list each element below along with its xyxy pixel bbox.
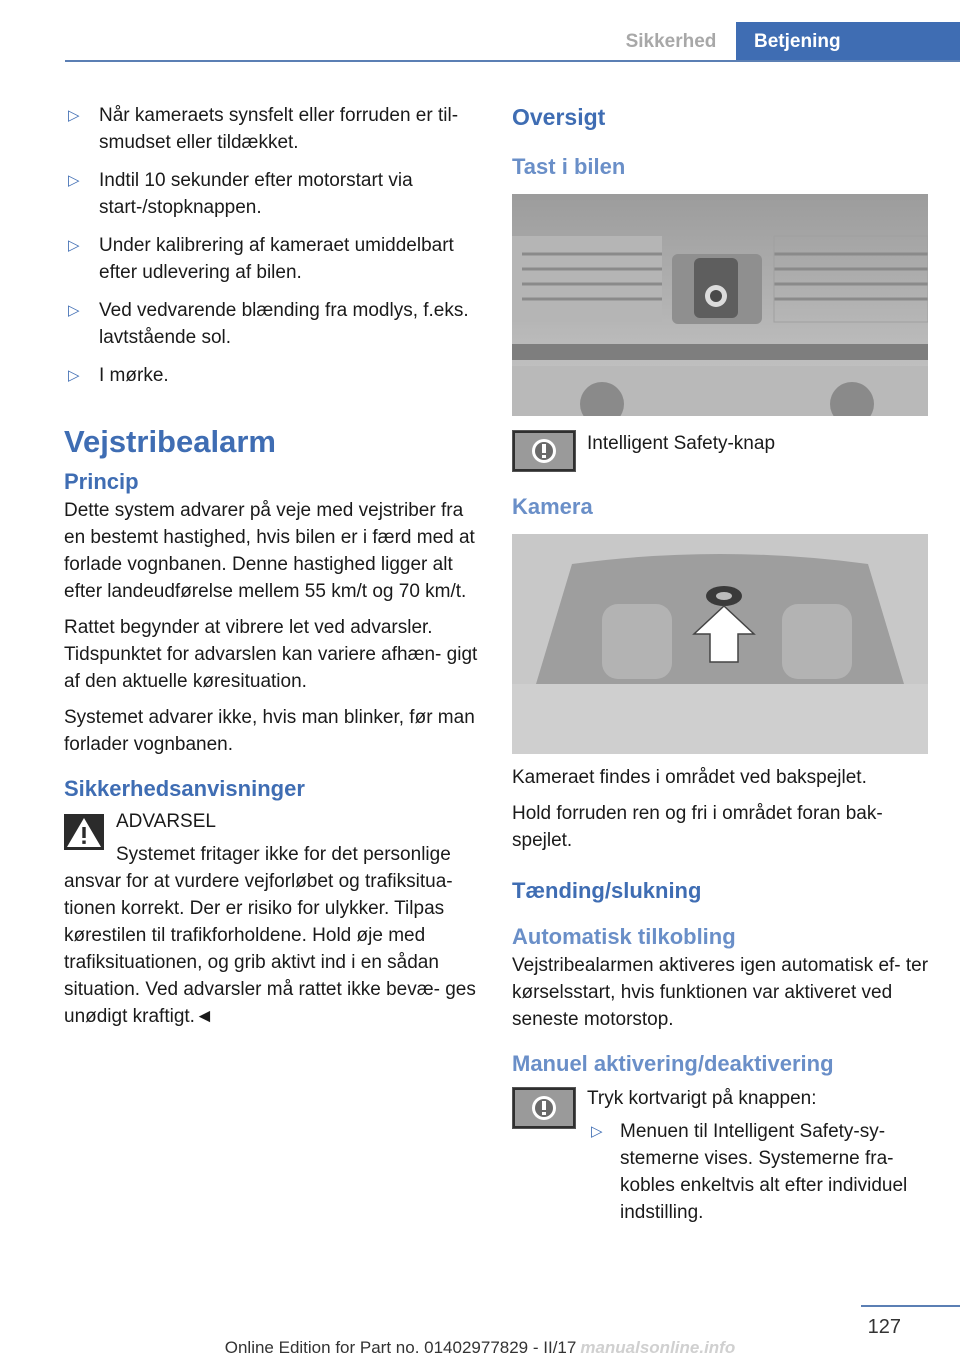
right-column — [512, 102, 932, 1237]
heading-automatisk-tilkobling: Automatisk tilkobling — [512, 924, 736, 949]
bullet-triangle-icon: ▷ — [68, 172, 80, 189]
paragraph-kamera-1: Kameraet findes i området ved bakspejlet. — [512, 767, 867, 788]
heading-tast-i-bilen: Tast i bilen — [512, 154, 626, 179]
paragraph-princip-2: Rattet begynder at vibrere let ved advarsler. Tidspunktet for advarslen kan variere afhæn‐ gigt af den aktuelle køresituation. — [64, 617, 478, 692]
heading-manuel-aktivering: Manuel aktivering/deaktivering — [512, 1051, 834, 1076]
bullet-triangle-icon: ▷ — [68, 302, 80, 319]
dashboard-button-photo — [512, 194, 928, 416]
watermark: manualsonline.info — [580, 1338, 736, 1357]
list-item: ▷ Ved vedvarende blænding fra modlys, f.eks. lavtstående sol. — [64, 297, 484, 351]
intelligent-safety-button-icon[interactable] — [512, 430, 576, 472]
warning-title: ADVARSEL — [116, 811, 216, 832]
list-item: ▷ Menuen til Intelligent Safety-sy‐ stemerne vises. Systemerne fra‐ kobles enkeltvis alt efter individuel indstilling. — [587, 1118, 932, 1226]
header-rule — [65, 60, 960, 62]
section-title-vejstribealarm: Vejstribealarm — [64, 424, 276, 459]
bullet-triangle-icon: ▷ — [68, 237, 80, 254]
list-item: ▷ Indtil 10 sekunder efter motorstart via start-/stopknappen. — [64, 167, 484, 221]
edition-line: Online Edition for Part no. 01402977829 - II/17 manualsonline.info — [224, 1338, 736, 1357]
camera-location-photo — [512, 534, 928, 754]
button-legend: Intelligent Safety-knap — [512, 430, 932, 472]
heading-princip: Princip — [64, 469, 139, 494]
paragraph-auto: Vejstribealarmen aktiveres igen automatisk ef‐ ter kørselsstart, hvis funktionen var aktiveret ved seneste motorstop. — [512, 955, 929, 1030]
bullet-triangle-icon: ▷ — [68, 367, 80, 384]
left-column — [64, 102, 484, 1030]
list-item: ▷ Under kalibrering af kameraet umiddelbart efter udlevering af bilen. — [64, 232, 484, 286]
paragraph-princip-1: Dette system advarer på veje med vejstriber fra en bestemt hastighed, hvis bilen er i færd med at forlade vognbanen. Denne hastighed ligger alt efter landeudførelse mellem 55 km/t og 70 km/t. — [64, 500, 475, 602]
paragraph-princip-3: Systemet advarer ikke, hvis man blinker, før man forlader vognbanen. — [64, 707, 475, 755]
paragraph-kamera-2: Hold forruden ren og fri i området foran bak‐ spejlet. — [512, 803, 883, 851]
intelligent-safety-button-icon[interactable] — [512, 1087, 576, 1129]
heading-sikkerhedsanvisninger: Sikkerhedsanvisninger — [64, 776, 305, 801]
manual-instruction — [512, 1085, 932, 1226]
footer-rule — [861, 1305, 960, 1307]
bullet-triangle-icon: ▷ — [591, 1123, 603, 1140]
page-number: 127 — [867, 1316, 901, 1338]
warning-block — [64, 808, 484, 835]
list-item: ▷ I mørke. — [64, 362, 484, 389]
tab-betjening[interactable]: Betjening — [736, 22, 960, 62]
warning-body: Systemet fritager ikke for det personlige ansvar for at vurdere vejforløbet og trafiksitua‐ tionen korrekt. Der er risiko for ulykker. Tilpas kørestilen til trafikforholdene. Hold øje med trafiksituationen, og grib aktivt ind i en sådan situation. Ved advarsler må rattet ikke bevæ‐ ges unødigt kraftigt.◄ — [64, 844, 476, 1027]
heading-oversigt: Oversigt — [512, 104, 606, 130]
list-item: ▷ Når kameraets synsfelt eller forruden er til‐ smudset eller tildækket. — [64, 102, 484, 156]
bullet-triangle-icon: ▷ — [68, 107, 80, 124]
heading-kamera: Kamera — [512, 494, 593, 519]
paragraph-manual: Tryk kortvarigt på knappen: — [587, 1088, 817, 1109]
tab-sikkerhed[interactable]: Sikkerhed — [625, 31, 717, 52]
heading-taending-slukning: Tænding/slukning — [512, 878, 702, 903]
